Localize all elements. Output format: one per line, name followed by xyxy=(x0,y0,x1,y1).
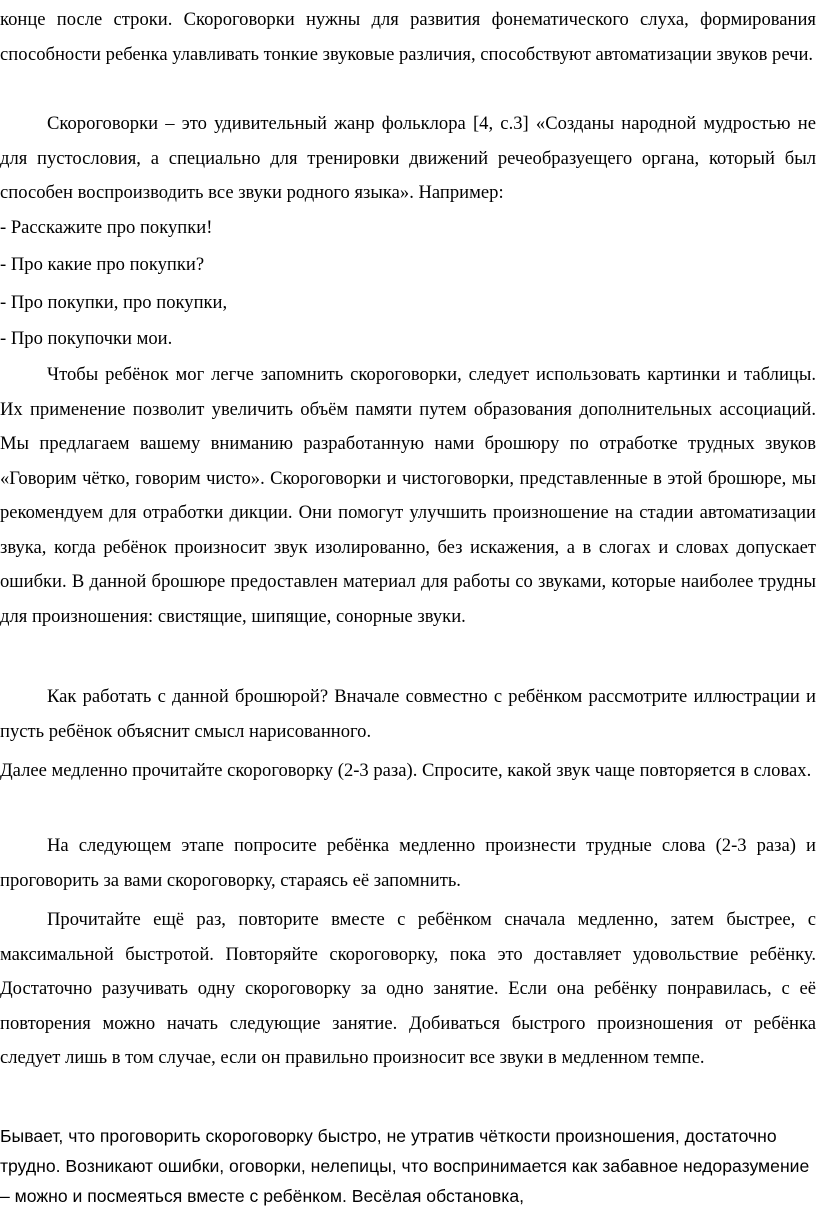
paragraph-read-slowly: Далее медленно прочитайте скороговорку (2-3 раза). Спросите, какой звук чаще повторяется в словах. xyxy=(0,760,812,781)
paragraph-tongue-twisters-genre: Скороговорки – это удивительный жанр фольклора [4, с.3] «Созданы народной мудростью не для пустословия, а специально для тренировки движений речеобразуещего органа, который был способен воспроизводить все звуки родного языка». Например: xyxy=(0,113,816,203)
example-line-1: - Расскажите про покупки! xyxy=(0,217,213,238)
paragraph-how-to-work: Как работать с данной брошюрой? Вначале совместно с ребёнком рассмотрите иллюстрации и пусть ребёнок объяснит смысл нарисованного. xyxy=(0,686,816,742)
paragraph-next-stage: На следующем этапе попросите ребёнка медленно произнести трудные слова (2-3 раза) и проговорить за вами скороговорку, стараясь её запомнить. xyxy=(0,835,816,891)
example-line-4: - Про покупочки мои. xyxy=(0,328,173,349)
paragraph-mistakes: Бывает, что проговорить скороговорку быстро, не утратив чёткости произношения, достаточно трудно. Возникают ошибки, оговорки, нелепицы, что воспринимается как забавное недоразумение – можно и посмеяться вместе с ребёнком. Весёлая обстановка, xyxy=(0,1126,810,1206)
paragraph-brochure: Чтобы ребёнок мог легче запомнить скороговорки, следует использовать картинки и таблицы. Их применение позволит увеличить объём памяти путем образования дополнительных ассоциаций. Мы предлагаем вашему вниманию разработанную нами брошюру по отработке трудных звуков «Говорим чётко, говорим чисто». Скороговорки и чистоговорки, представленные в этой брошюре, мы рекомендуем для отработки дикции. Они помогут улучшить произношение на стадии автоматизации звука, когда ребёнок произносит звук изолированно, без искажения, а в слогах и словах допускает ошибки. В данной брошюре предоставлен материал для работы со звуками, которые наиболее трудны для произношения: свистящие, шипящие, сонорные звуки. xyxy=(0,364,816,627)
example-line-3: - Про покупки, про покупки, xyxy=(0,292,228,313)
example-line-2: - Про какие про покупки? xyxy=(0,254,205,275)
paragraph-repeat: Прочитайте ещё раз, повторите вместе с ребёнком сначала медленно, затем быстрее, с максимальной быстротой. Повторяйте скороговорку, пока это доставляет удовольствие ребёнку. Достаточно разучивать одну скороговорку за одно занятие. Если она ребёнку понравилась, с её повторения можно начать следующие занятие. Добиваться быстрого произношения от ребёнка следует лишь в том случае, если он правильно произносит все звуки в медленном темпе. xyxy=(0,909,816,1068)
paragraph-intro: конце после строки. Скороговорки нужны для развития фонематического слуха, формирования способности ребенка улавливать тонкие звуковые различия, способствуют автоматизации звуков речи. xyxy=(0,9,816,65)
